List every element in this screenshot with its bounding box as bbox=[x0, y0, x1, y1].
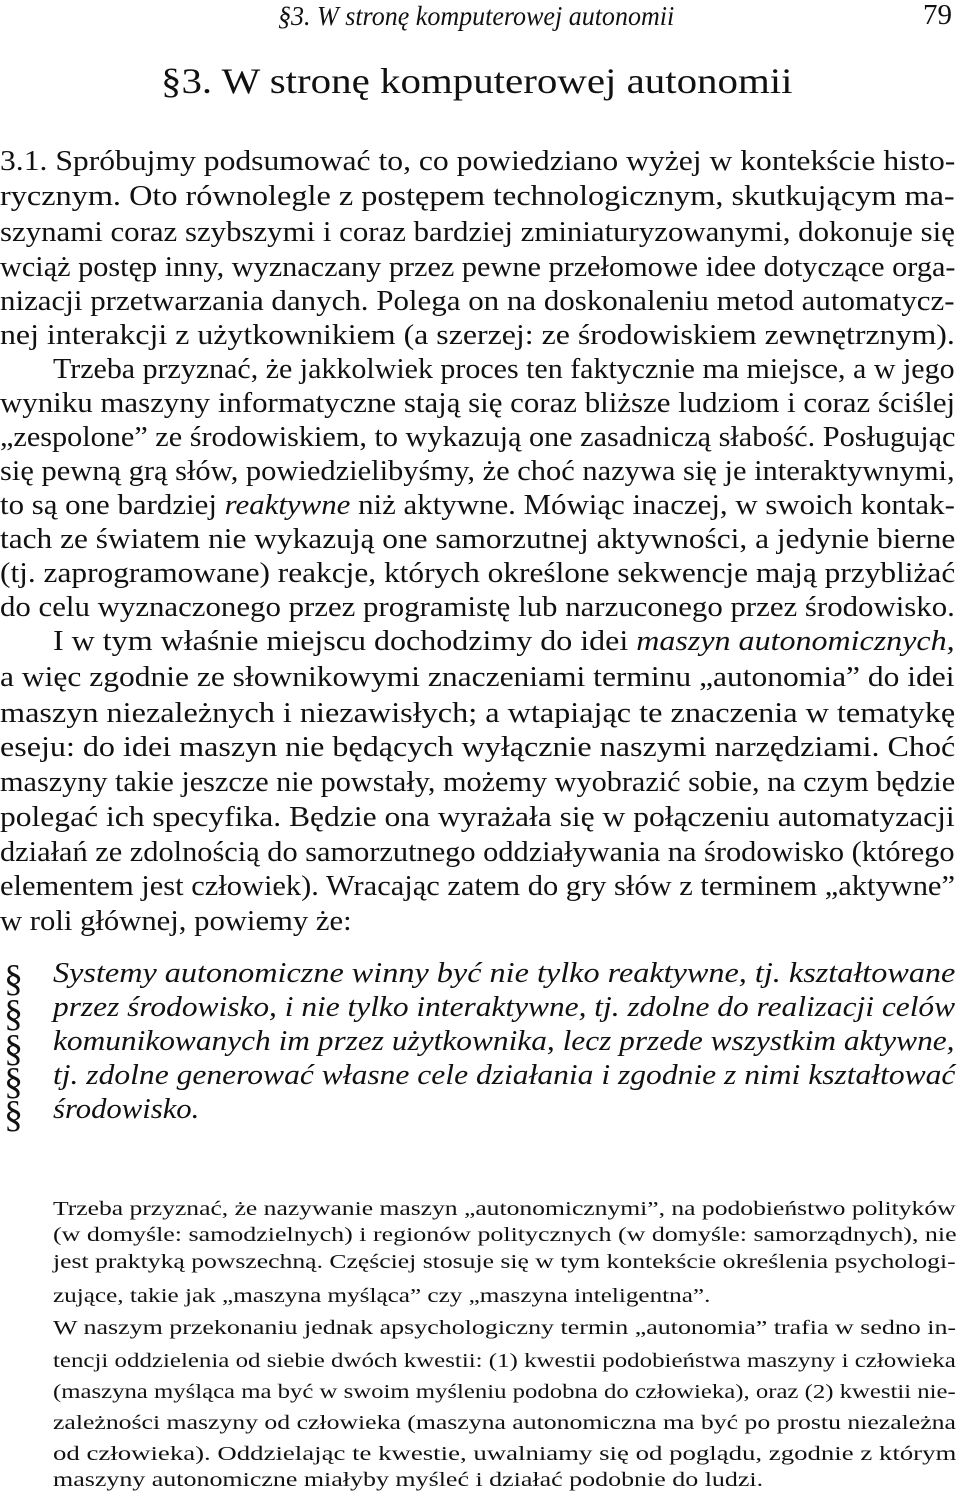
body-line: maszyny takie jeszcze nie powstały, możemy wyobrazić sobie, na czym będzie bbox=[0, 766, 956, 798]
quote-line: przez środowisko, i nie tylko interaktywne, tj. zdolne do realizacji celów bbox=[53, 991, 956, 1023]
body-line: a więc zgodnie ze słownikowymi znaczeniami terminu „autonomia” do idei bbox=[0, 661, 955, 693]
footnote-line: jest praktyką powszechną. Częściej stosuje się w tym kontekście określenia psychologi- bbox=[53, 1251, 956, 1273]
emphasis: maszyn autonomicznych, bbox=[636, 625, 955, 657]
quote-line: środowisko. bbox=[53, 1093, 200, 1125]
footnote-line: Trzeba przyznać, że nazywanie maszyn „autonomicznymi”, na podobieństwo polityków bbox=[53, 1198, 956, 1220]
page-number: 79 bbox=[923, 0, 952, 31]
body-line: wciąż postęp inny, wyznaczany przez pewne przełomowe idee dotyczące orga- bbox=[0, 251, 956, 283]
section-mark-icon: § bbox=[4, 1061, 23, 1103]
body-text: I w tym właśnie miejscu dochodzimy do idei bbox=[53, 625, 629, 657]
section-mark-icon: § bbox=[4, 1094, 23, 1136]
footnote-line: (maszyna myśląca ma być w swoim myśleniu podobna do człowieka), oraz (2) kwestii nie- bbox=[53, 1381, 956, 1403]
footnote-line: W naszym przekonaniu jednak apsychologiczny termin „autonomia” trafia w sedno in- bbox=[53, 1317, 957, 1339]
body-text: niż aktywne. Mówiąc inaczej, w swoich kontak- bbox=[358, 489, 955, 521]
body-line: 3.1. Spróbujmy podsumować to, co powiedziano wyżej w kontekście histo- bbox=[0, 145, 956, 177]
section-mark-icon: § bbox=[4, 993, 23, 1035]
section-mark-icon: § bbox=[4, 1028, 23, 1070]
section-mark-icon: § bbox=[4, 958, 23, 1000]
quote-line: tj. zdolne generować własne cele działania i zgodnie z nimi kształtować bbox=[53, 1059, 956, 1091]
body-line: do celu wyznaczonego przez programistę lub narzuconego przez środowisko. bbox=[0, 591, 955, 623]
footnote-line: zujące, takie jak „maszyna myśląca” czy „maszyna inteligentna”. bbox=[53, 1285, 711, 1307]
body-line: szynami coraz szybszymi i coraz bardziej zminiaturyzowanymi, dokonuje się bbox=[0, 216, 955, 248]
body-line: Trzeba przyznać, że jakkolwiek proces ten faktycznie ma miejsce, a w jego bbox=[53, 353, 955, 385]
emphasis: reaktywne bbox=[224, 489, 351, 521]
footnote-line: maszyny autonomiczne miałyby myśleć i działać podobnie do ludzi. bbox=[53, 1469, 764, 1491]
body-line: polegać ich specyfika. Będzie ona wyrażała się w połączeniu automatyzacji bbox=[0, 801, 955, 833]
body-line: tach ze światem nie wykazują one samorzutnej aktywności, a jedynie bierne bbox=[0, 523, 956, 555]
body-line: (tj. zaprogramowane) reakcje, których określone sekwencje mają przybliżać bbox=[0, 557, 956, 589]
body-line: eseju: do idei maszyn nie będących wyłącznie naszymi narzędziami. Choć bbox=[0, 731, 956, 763]
footnote-line: (w domyśle: samodzielnych) i regionów politycznych (w domyśle: samorządnych), nie bbox=[53, 1224, 957, 1246]
body-text: to są one bardziej bbox=[0, 489, 217, 521]
body-line: się pewną grą słów, powiedzielibyśmy, że choć nazywa się je interaktywnymi, bbox=[0, 455, 955, 487]
footnote-line: od człowieka). Oddzielając te kwestie, uwalniamy się od poglądu, zgodnie z którym bbox=[53, 1443, 957, 1465]
body-line bbox=[0, 491, 955, 520]
body-line: maszyn niezależnych i niezawisłych; a wtapiając te znaczenia w tematykę bbox=[0, 697, 956, 729]
body-line bbox=[53, 627, 955, 656]
body-line: nizacji przetwarzania danych. Polega on na doskonaleniu metod automatycz- bbox=[0, 285, 955, 317]
quote-line: Systemy autonomiczne winny być nie tylko reaktywne, tj. kształtowane bbox=[53, 957, 956, 989]
body-line: w roli głównej, powiemy że: bbox=[0, 905, 352, 937]
footnote-line: zależności maszyny od człowieka (maszyna autonomiczna ma być po prostu niezależna bbox=[53, 1412, 956, 1434]
body-line: nej interakcji z użytkownikiem (a szerzej: ze środowiskiem zewnętrznym). bbox=[0, 319, 955, 351]
body-line: rycznym. Oto równolegle z postępem technologicznym, skutkującym ma- bbox=[0, 180, 955, 212]
body-line: działań ze zdolnością do samorzutnego oddziaływania na środowisko (którego bbox=[0, 836, 955, 868]
body-line: wyniku maszyny informatyczne stają się coraz bliższe ludziom i coraz ściślej bbox=[0, 387, 956, 419]
running-head: §3. W stronę komputerowej autonomii bbox=[278, 1, 675, 31]
footnote-line: tencji oddzielenia od siebie dwóch kwestii: (1) kwestii podobieństwa maszyny i człowieka bbox=[53, 1350, 956, 1372]
quote-line: komunikowanych im przez użytkownika, lecz przede wszystkim aktywne, bbox=[53, 1025, 955, 1057]
body-line: „zespolone” ze środowiskiem, to wykazują one zasadniczą słabość. Posługując bbox=[0, 421, 956, 453]
body-line: elementem jest człowiek). Wracając zatem do gry słów z terminem „aktywne” bbox=[0, 870, 955, 902]
section-heading: §3. W stronę komputerowej autonomii bbox=[161, 61, 793, 101]
